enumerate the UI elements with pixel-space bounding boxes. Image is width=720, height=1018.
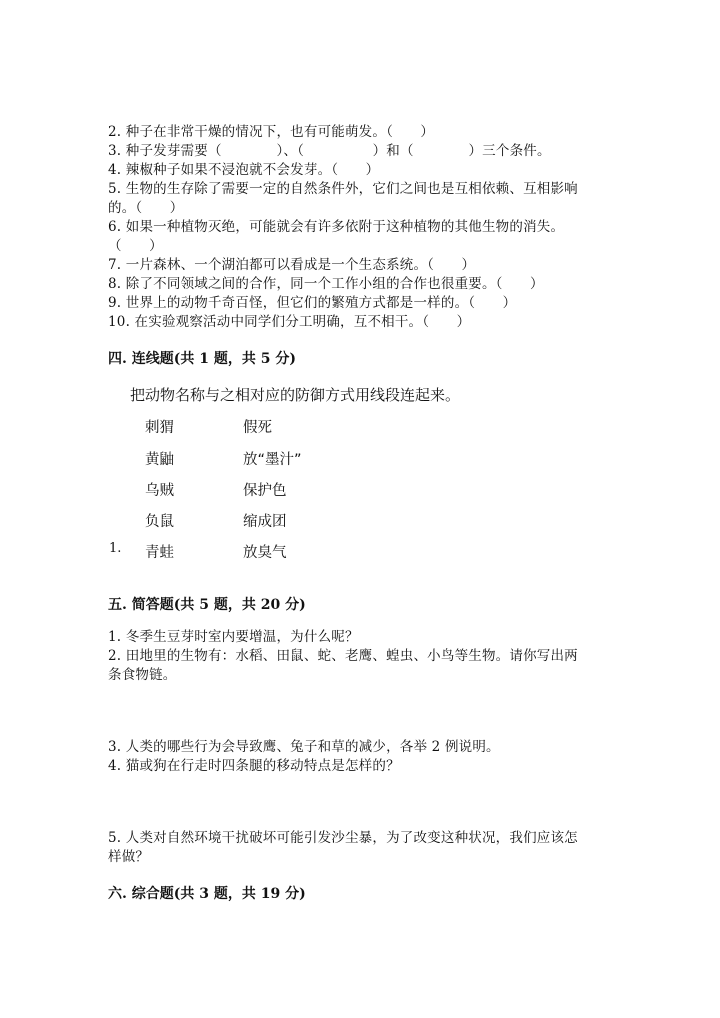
- section-5-heading: 五. 简答题(共 5 题，共 20 分): [108, 597, 306, 613]
- defense-item: 保护色: [243, 483, 287, 499]
- section-6-heading: 六. 综合题(共 3 题，共 19 分): [108, 886, 306, 902]
- question-6-line2: （ ）: [108, 238, 163, 254]
- question-9: 9. 世界上的动物千奇百怪，但它们的繁殖方式都是一样的。（ ）: [108, 295, 517, 311]
- short-answer-4: 4. 猫或狗在行走时四条腿的移动特点是怎样的？: [108, 758, 400, 774]
- matching-item-number: 1.: [109, 541, 122, 556]
- question-5-line2: 的。（ ）: [108, 200, 184, 216]
- section-4-heading: 四. 连线题(共 1 题，共 5 分): [108, 351, 296, 367]
- question-4: 4. 辣椒种子如果不浸泡就不会发芽。（ ）: [108, 162, 380, 178]
- animal-item: 乌贼: [145, 483, 174, 499]
- defense-item: 放“墨汁”: [243, 452, 302, 468]
- question-5-line1: 5. 生物的生存除了需要一定的自然条件外，它们之间也是互相依赖、互相影响: [108, 181, 578, 197]
- question-2: 2. 种子在非常干燥的情况下，也有可能萌发。（ ）: [108, 124, 435, 140]
- short-answer-2-line1: 2. 田地里的生物有：水稻、田鼠、蛇、老鹰、蝗虫、小鸟等生物。请你写出两: [108, 648, 578, 664]
- animal-item: 负鼠: [145, 514, 174, 530]
- short-answer-3: 3. 人类的哪些行为会导致鹰、兔子和草的减少，各举 2 例说明。: [108, 739, 500, 755]
- animal-item: 青蛙: [145, 545, 174, 561]
- animal-item: 黄鼬: [145, 452, 174, 468]
- matching-instruction: 把动物名称与之相对应的防御方式用线段连起来。: [130, 386, 461, 404]
- question-3: 3. 种子发芽需要（ ）、（ ）和（ ）三个条件。: [108, 143, 551, 159]
- short-answer-2-line2: 条食物链。: [108, 667, 177, 683]
- short-answer-5-line1: 5. 人类对自然环境干扰破坏可能引发沙尘暴，为了改变这种状况，我们应该怎: [108, 830, 578, 846]
- defense-item: 放臭气: [243, 545, 287, 561]
- defense-item: 假死: [243, 420, 272, 436]
- question-6-line1: 6. 如果一种植物灭绝，可能就会有许多依附于这种植物的其他生物的消失。: [108, 219, 565, 235]
- short-answer-5-line2: 样做？: [108, 849, 150, 865]
- question-7: 7. 一片森林、一个湖泊都可以看成是一个生态系统。（ ）: [108, 257, 476, 273]
- defense-item: 缩成团: [243, 514, 287, 530]
- animal-item: 刺猬: [145, 420, 174, 436]
- short-answer-1: 1. 冬季生豆芽时室内要增温，为什么呢？: [108, 629, 359, 645]
- question-10: 10. 在实验观察活动中同学们分工明确，互不相干。（ ）: [108, 314, 471, 330]
- question-8: 8. 除了不同领域之间的合作，同一个工作小组的合作也很重要。（ ）: [108, 276, 544, 292]
